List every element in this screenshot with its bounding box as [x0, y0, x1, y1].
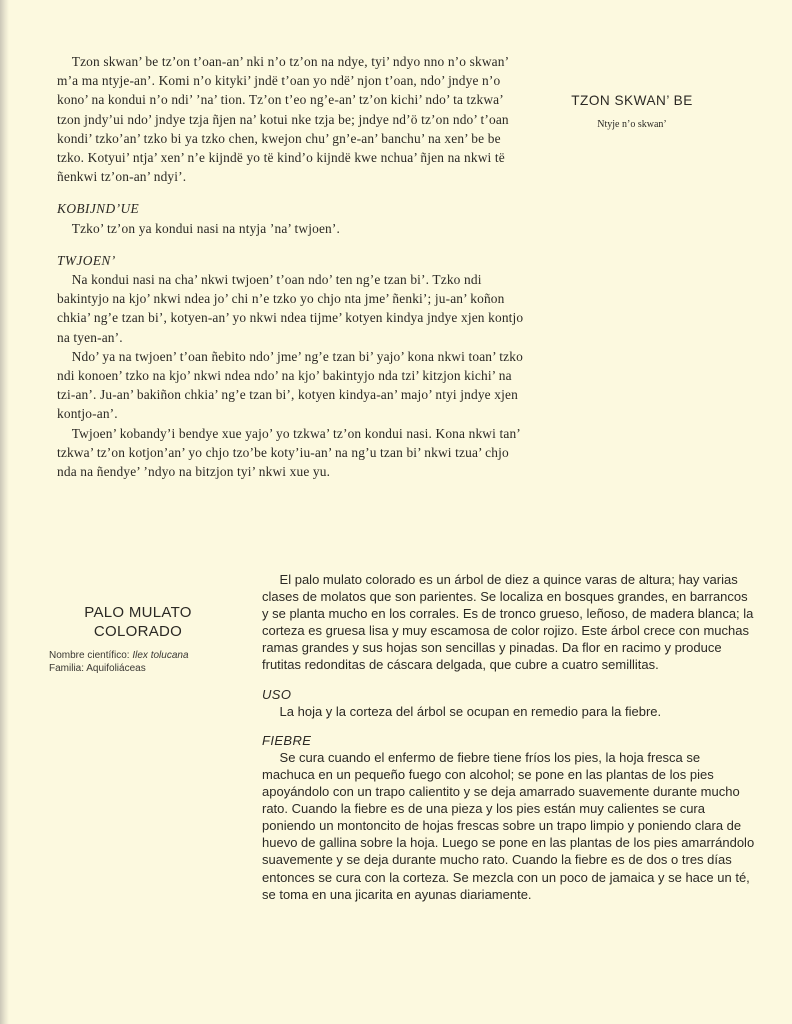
spanish-use-heading: USO [262, 686, 292, 702]
page-binding-edge [0, 0, 9, 1024]
indigenous-fever-paragraph: Na kondui nasi na cha’ nkwi twjoen’ t’oan ndo’ ten ng’e tzan bi’. Tzko ndi bakintyjo na kjo’ nkwi ndea jo’ chi n’e tzko yo chjo nta jme’ ñenki’; ju-an’ koñon chkia’ ng’e tzan bi’, kotyen-an’ yo nkwi ndea tijme’ kotyen kindya jndye xjen kontjo na tyen-an’. [57, 272, 524, 345]
indigenous-use-heading: KOBIJND’UE [57, 201, 140, 217]
family-value: Aquifoliáceas [86, 663, 146, 674]
plant-title-line: COLORADO [93, 623, 183, 640]
scientific-name-line [49, 649, 259, 662]
spanish-use-text: La hoja y la corteza del árbol se ocupan en remedio para la fiebre. [279, 703, 662, 719]
plant-taxonomy [49, 649, 259, 675]
spanish-fever-heading: FIEBRE [262, 732, 312, 748]
scientific-name-value: Ilex tolucana [132, 650, 189, 661]
indigenous-fever-paragraph: Twjoen’ kobandy’i bendye xue yajo’ yo tzkwa’ tz’on kondui nasi. Kona nkwi tan’ tzkwa’ tz’on kotjon’an’ yo chjo tzo’be koty’iu-an’ na ng’u tzan bi’ nkwi tzua’ chjo nda na ñendye’ ’ndyo na bitzjon tyi’ nkwi xue yu. [57, 425, 520, 480]
indigenous-fever-paragraph: Ndo’ ya na twjoen’ t’oan ñebito ndo’ jme’ ng’e tzan bi’ yajo’ kona nkwi toan’ tzko ndi konoen’ tzko na kjo’ nkwi ndea ndo’ na kjo’ bakintyjo nda tzi’ kitzjon kichi’ na tzi-an’. Ju-an’ bakiñon chkia’ ng’e tzan bi’, kotyen kindya-an’ majo’ ntyi jndye xjen kontjo-an’. [57, 348, 523, 422]
spanish-text-block [262, 571, 756, 903]
indigenous-plant-title: TZON SKWAN’ BE [571, 93, 693, 108]
scientific-name-label: Nombre científico: [49, 650, 133, 661]
family-label: Familia: [49, 663, 87, 674]
family-line [49, 662, 259, 675]
plant-title [48, 603, 228, 641]
spanish-intro-paragraph: El palo mulato colorado es un árbol de diez a quince varas de altura; hay varias clases de molatos que son parientes. Se localiza en bosques grandes, en barrancos y se planta mucho en los corrales. Es de tronco grueso, leñoso, de madera blanca; la corteza es gruesa lisa y muy escamosa de color rojizo. Este árbol crece con muchas ramas grandes y sus hojas son sencillas y pinadas. Da flor en racimo y produce frutitas redonditas de cáscara delgada, que cubre a cuatro semillitas. [262, 572, 754, 673]
plant-title-line: PALO MULATO [84, 604, 192, 621]
indigenous-text-block [57, 52, 529, 481]
indigenous-use-text: Tzko’ tz’on ya kondui nasi na ntyja ’na’ twjoen’. [71, 220, 340, 236]
spanish-fever-paragraph: Se cura cuando el enfermo de fiebre tiene fríos los pies, la hoja fresca se machuca en un pequeño fuego con alcohol; se pone en las plantas de los pies apoyándolo con un trapo calientito y se deja amarrado suavemente durante mucho rato. Cuando la fiebre es de una pieza y los pies están muy calientes se cura poniendo un montoncito de hojas frescas sobre un trapo limpio y poniendo clara de huevo de gallina sobre la hoja. Luego se pone en las plantas de los pies amarrándolo suavemente y se deja durante mucho rato. Cuando la fiebre es de dos o tres días entonces se cura con la corteza. Se mezcla con un poco de jamaica y se hace un té, se toma en una jicarita en ayunas diariamente. [262, 749, 755, 902]
indigenous-plant-subtitle: Ntyje n’o skwan’ [597, 119, 667, 130]
indigenous-intro-paragraph: Tzon skwan’ be tz’on t’oan-an’ nki n’o tz’on na ndye, tyi’ ndyo nno n’o skwan’ m’a ma ntyje-an’. Komi n’o kityki’ jndë t’oan yo ndë’ njon t’oan, ndo’ jndye n’o kono’ na kondui n’o ndi’ ’na’ tion. Tz’on t’eo ng’e-an’ tz’on kichi’ ndo’ ta tzkwa’ tzon jndy’ui ndo’ jndye tzja ñjen na’ kotui nke tzja be; jndye nd’ö tz’on ndo’ t’oan kondi’ tzko’an’ tzko bi ya tzko chen, kwejon chu’ gn’e-an’ banchu’ na xen’ be be tzko. Kotyui’ ntja’ xen’ n’e kijndë yo të kind’o kijndë kwe nchua’ ñjen na nkwi të ñenkwi tz’on-an’ ndyi’. [57, 54, 509, 185]
indigenous-fever-heading: TWJOEN’ [57, 252, 116, 268]
